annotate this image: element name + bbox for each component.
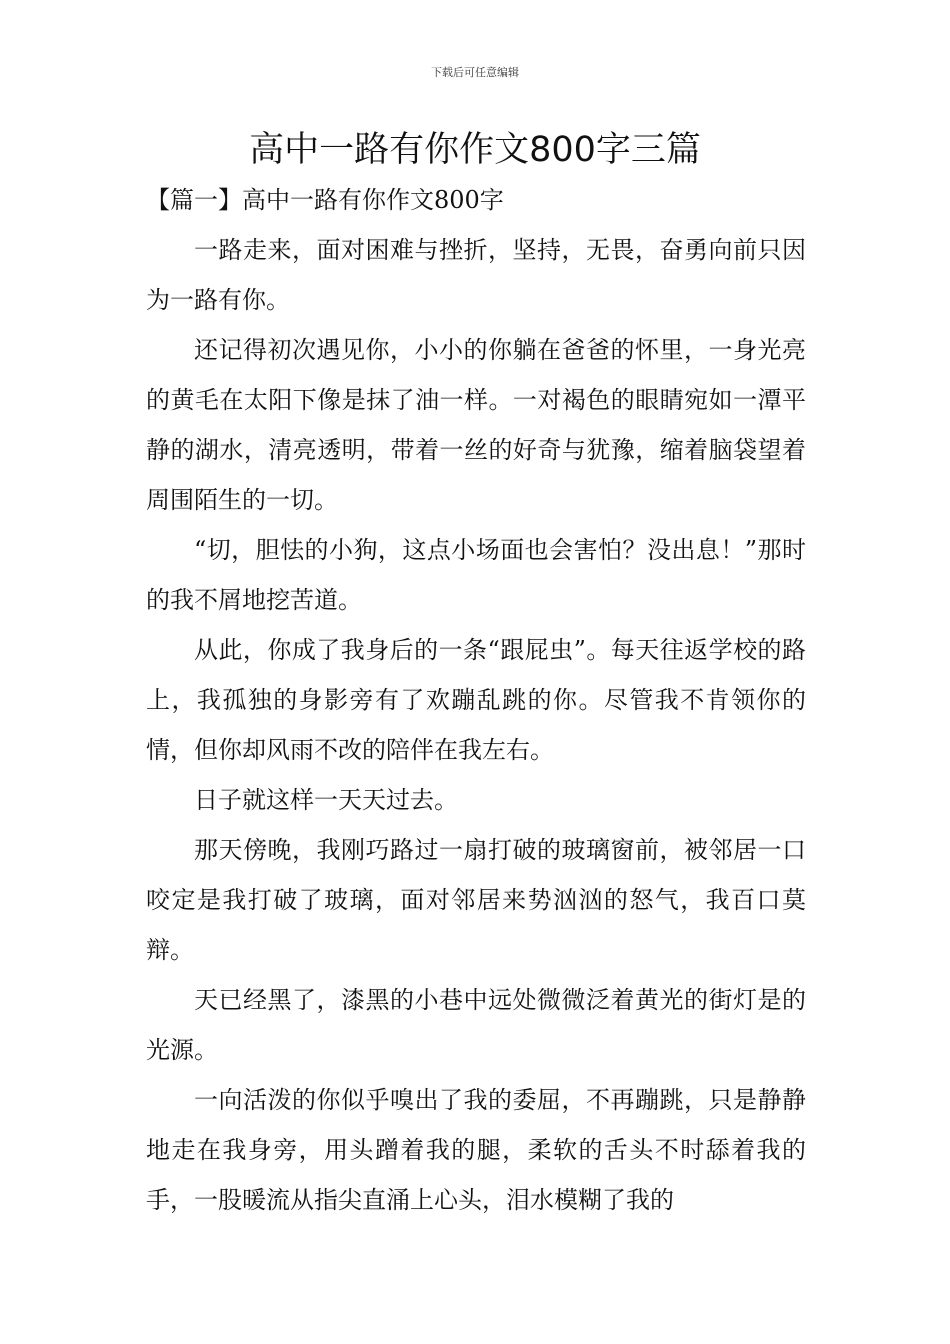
paragraph: 天已经黑了，漆黑的小巷中远处微微泛着黄光的街灯是的光源。 <box>146 986 806 1064</box>
document-title: 高中一路有你作文800字三篇 <box>249 130 701 170</box>
header-note: 下载后可任意编辑 <box>431 66 519 79</box>
paragraph: “切，胆怯的小狗，这点小场面也会害怕？没出息！”那时的我不屑地挖苦道。 <box>146 536 806 614</box>
paragraph: 从此，你成了我身后的一条“跟屁虫”。每天往返学校的路上，我孤独的身影旁有了欢蹦乱跳的你。尽管我不肯领你的情，但你却风雨不改的陪伴在我左右。 <box>146 636 806 764</box>
body-text <box>146 225 806 1225</box>
paragraph: 日子就这样一天天过去。 <box>194 786 458 814</box>
paragraph: 一路走来，面对困难与挫折，坚持，无畏，奋勇向前只因为一路有你。 <box>146 236 806 314</box>
paragraph: 那天傍晚，我刚巧路过一扇打破的玻璃窗前，被邻居一口咬定是我打破了玻璃，面对邻居来势汹汹的怒气，我百口莫辩。 <box>146 836 806 964</box>
section-heading: 【篇一】高中一路有你作文800字 <box>146 186 504 214</box>
paragraph: 一向活泼的你似乎嗅出了我的委屈，不再蹦跳，只是静静地走在我身旁，用头蹭着我的腿，柔软的舌头不时舔着我的手，一股暖流从指尖直涌上心头，泪水模糊了我的 <box>146 1086 806 1214</box>
paragraph: 还记得初次遇见你，小小的你躺在爸爸的怀里，一身光亮的黄毛在太阳下像是抹了油一样。一对褐色的眼睛宛如一潭平静的湖水，清亮透明，带着一丝的好奇与犹豫，缩着脑袋望着周围陌生的一切。 <box>146 336 806 514</box>
